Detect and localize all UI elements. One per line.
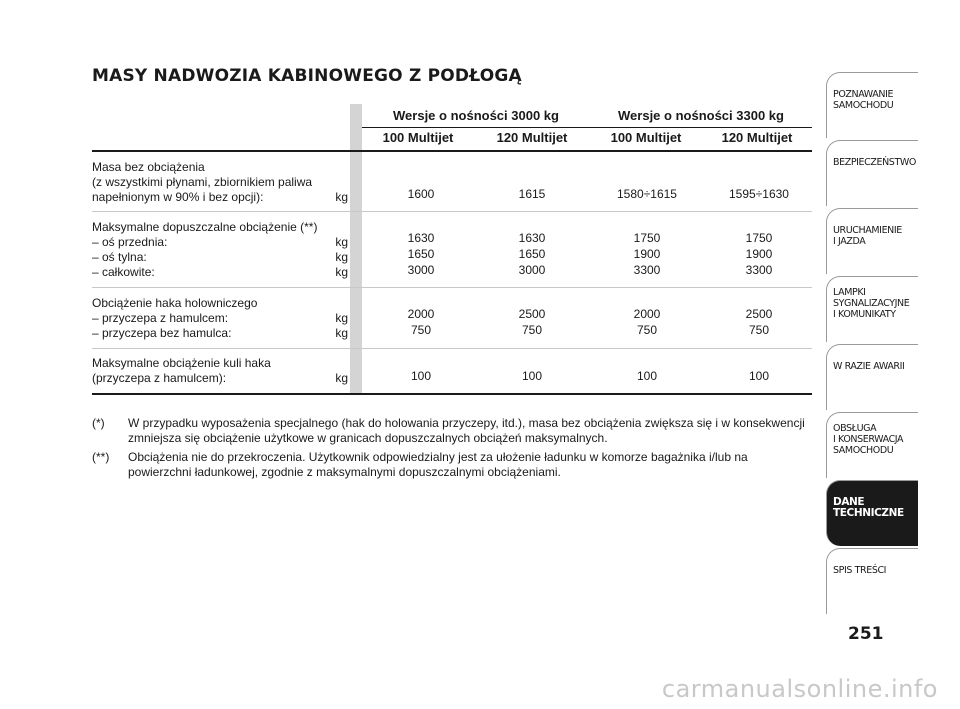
tab-bezpieczenstwo[interactable]: BEZPIECZEŃSTWO (826, 140, 918, 206)
table-cell: 1615 (518, 187, 546, 201)
table-cell: 2500 750 (745, 307, 773, 337)
row-divider (92, 287, 812, 288)
table-cell: 2000 750 (407, 307, 435, 337)
tab-uruchamienie[interactable]: URUCHAMIENIE I JAZDA (826, 208, 918, 274)
tab-poznawanie[interactable]: POZNAWANIE SAMOCHODU (826, 72, 918, 138)
row-divider (92, 348, 812, 349)
table-bottom-rule (92, 393, 812, 395)
row-label-empty-mass: Masa bez obciążenia (z wszystkimi płynami, zbiornikiem paliwa napełnionym w 90% i bez opcji): kg (92, 160, 348, 204)
table-cell: 1750 1900 3300 (745, 231, 773, 277)
row-label-ball-load: Maksymalne obciążenie kuli haka (przyczepa z hamulcem): kg (92, 356, 348, 385)
tab-w-razie-awarii[interactable]: W RAZIE AWARII (826, 344, 918, 410)
column-header: 100 Multijet (610, 130, 682, 145)
row-label-max-load: Maksymalne dopuszczalne obciążenie (**) – oś przednia: kg – oś tylna: kg – całkowite: kg (92, 220, 348, 279)
row-label-tow-load: Obciążenie haka holowniczego – przyczepa z hamulcem: kg – przyczepa bez hamulca: kg (92, 296, 348, 340)
table-cell: 2000 750 (633, 307, 661, 337)
tab-obsluga[interactable]: OBSŁUGA I KONSERWACJA SAMOCHODU (826, 412, 918, 478)
tab-spis-tresci[interactable]: SPIS TREŚCI (826, 548, 918, 614)
table-cell: 1600 (407, 187, 435, 201)
header-divider (362, 127, 812, 128)
table-cell: 100 (521, 369, 543, 383)
table-cell: 1630 1650 3000 (407, 231, 435, 277)
table-cell: 100 (410, 369, 432, 383)
column-header: 100 Multijet (382, 130, 454, 145)
page-title: MASY NADWOZIA KABINOWEGO Z PODŁOGĄ (92, 66, 522, 86)
tab-dane-techniczne[interactable]: DANE TECHNICZNE (826, 480, 918, 546)
table-cell: 1595÷1630 (729, 187, 789, 201)
footnote: (**) Obciążenia nie do przekroczenia. Użytkownik odpowiedzialny jest za ułożenie ładunku w komorze bagażnika i/lub na powierzchni ładunkowej, zgodnie z maksymalnymi dopuszczalnymi obciążeniami. (92, 450, 748, 479)
row-divider (92, 211, 812, 212)
page-number: 251 (848, 624, 884, 644)
footnotes (92, 416, 812, 484)
table-cell: 1580÷1615 (617, 187, 677, 201)
table-top-rule (92, 150, 812, 152)
table-shade-band (350, 104, 362, 394)
footnote: (*) W przypadku wyposażenia specjalnego (hak do holowania przyczepy, itd.), masa bez obciążenia zwiększa się i w konsekwencji zmniejsza się obciążenie użytkowe w granicach dopuszczalnych obciążeń maksymalnych. (92, 416, 805, 445)
group-header-3000: Wersje o nośności 3000 kg (393, 108, 559, 123)
table-cell: 1750 1900 3300 (633, 231, 661, 277)
chapter-tabs (826, 72, 918, 616)
watermark: carmanualsonline.info (661, 675, 938, 703)
table-cell: 100 (636, 369, 658, 383)
column-header: 120 Multijet (721, 130, 793, 145)
tab-lampki[interactable]: LAMPKI SYGNALIZACYJNE I KOMUNIKATY (826, 276, 918, 342)
table-cell: 100 (748, 369, 770, 383)
table-cell: 2500 750 (518, 307, 546, 337)
column-header: 120 Multijet (496, 130, 568, 145)
group-header-3300: Wersje o nośności 3300 kg (618, 108, 784, 123)
table-cell: 1630 1650 3000 (518, 231, 546, 277)
